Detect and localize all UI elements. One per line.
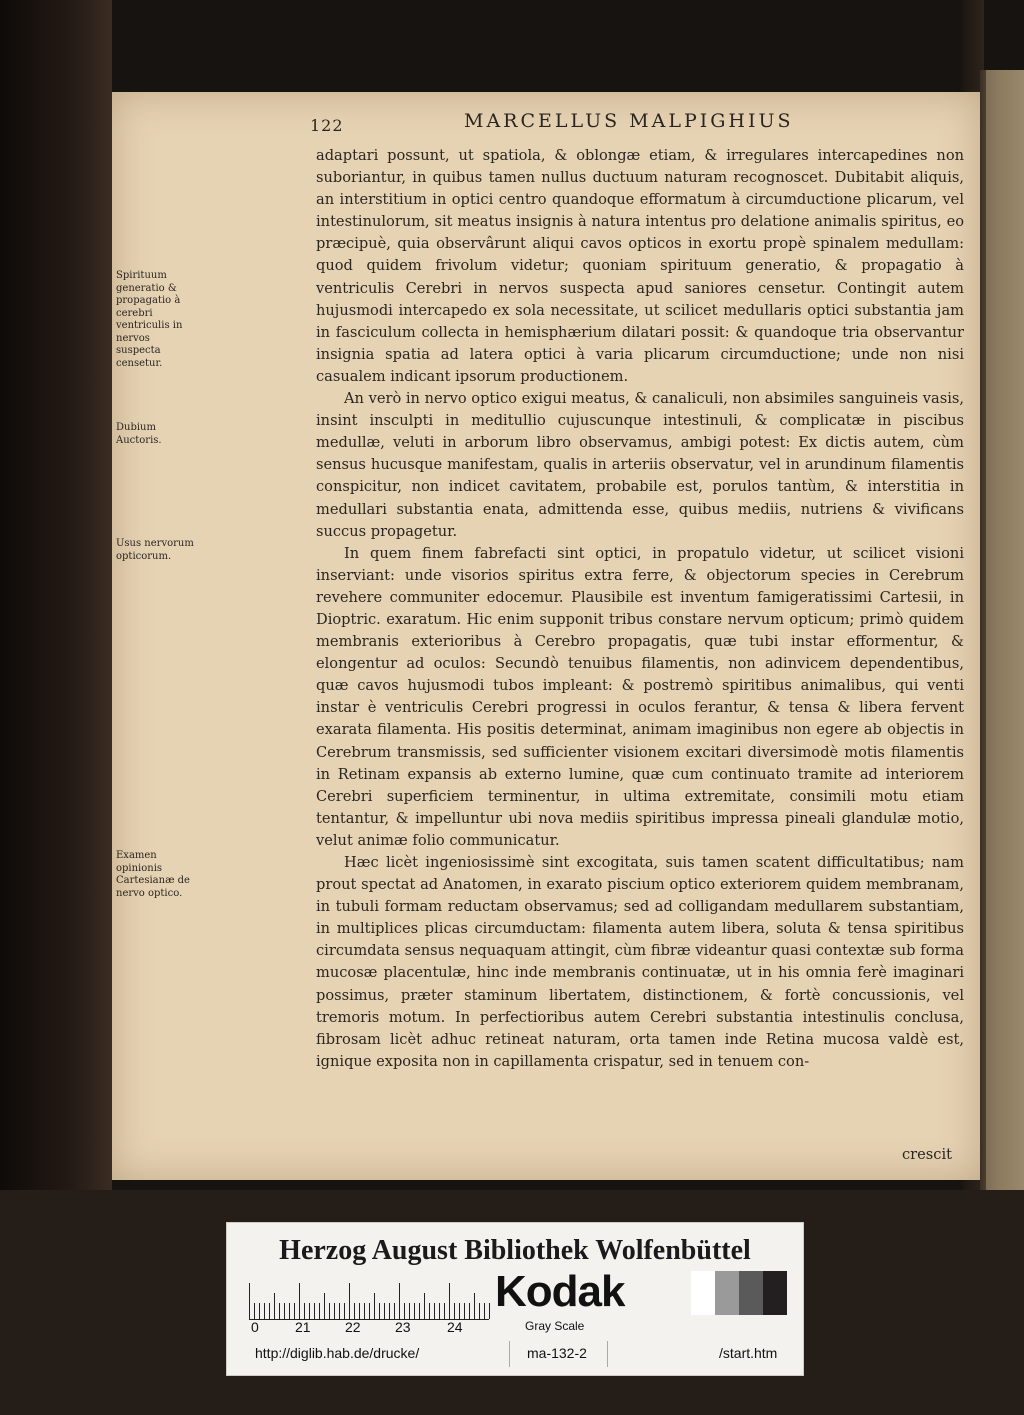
ruler-tick [304, 1303, 305, 1319]
gray-scale-swatches [691, 1271, 787, 1315]
ruler-tick [254, 1303, 255, 1319]
ruler-tick [324, 1293, 325, 1319]
ruler-tick [449, 1283, 450, 1319]
paragraph: An verò in nervo optico exigui meatus, & canaliculi, non absimiles sanguineis vasis, insint insculpti in meditullio cujuscunque intestinuli, & complicatæ in piscibus medullæ, veluti in arborum libro observamus, ambigi potest: Ex dictis autem, cùm sensus hucusque manifestam, qualis in arteriis observatur, vel in arundinum filamentis conspicitur, non indicet cavitatem, probabile est, porulos tantùm, & interstitia in medullari substantia enata, admittenda esse, quibus mediis, nutriens & vivificans succus propagetur. [316, 390, 964, 540]
ruler-number: 0 [251, 1319, 259, 1335]
ruler-tick [469, 1303, 470, 1319]
ruler-tick [404, 1303, 405, 1319]
ruler-tick [289, 1303, 290, 1319]
ruler-tick [314, 1303, 315, 1319]
ruler-tick [389, 1303, 390, 1319]
paragraph: Hæc licèt ingeniosissimè sint excogitata, suis tamen scatent difficultatibus; nam prout spectat ad Anatomen, in exarato piscium optico exteriorem quidem membranam, in tubuli formam reductam observamus; sed ad colligandam medullarem substantiam, in multiplices plicas circumductam: filamenta autem libera, soluta & tensa spiritibus circumdata sensus nequaquam attingit, cùm fibræ videantur quasi contextæ sub forma mucosæ placentulæ, hinc inde membranis continuatæ, ut in his omnia ferè imaginari possimus, præter staminum libertatem, distinctionem, & fortè concussionis, vel tremoris motum. In perfectioribus autem Cerebri substantia intestinulis conclusa, fibrosam licèt adhuc retineat naturam, orta tamen inde Retina mucosa valdè est, ignique exposita non in capillamenta crispatur, sed in tenuem con- [316, 854, 964, 1070]
ruler-tick [274, 1293, 275, 1319]
marginal-note: Usus nervorum opticorum. [116, 538, 194, 562]
ruler-tick [369, 1303, 370, 1319]
gray-scale-label: Gray Scale [525, 1319, 585, 1333]
ruler-tick [294, 1303, 295, 1319]
ruler-tick [339, 1303, 340, 1319]
ruler-tick [384, 1303, 385, 1319]
library-name: Herzog August Bibliothek Wolfenbüttel [279, 1235, 751, 1266]
running-head: MARCELLUS MALPIGHIUS [464, 110, 794, 132]
gray-swatch [691, 1271, 715, 1315]
page-number: 122 [310, 116, 344, 135]
gray-swatch [763, 1271, 787, 1315]
url-base: http://diglib.hab.de/drucke/ [255, 1345, 420, 1361]
marginal-note: Examen opinionis Cartesianæ de nervo optico. [116, 850, 190, 899]
book-page [112, 92, 980, 1180]
ruler-tick [269, 1303, 270, 1319]
url-row [227, 1345, 803, 1365]
ruler-tick [299, 1283, 300, 1319]
ruler-tick [444, 1303, 445, 1319]
ruler-tick [454, 1303, 455, 1319]
ruler-tick [394, 1303, 395, 1319]
kodak-logo: Kodak [495, 1267, 625, 1316]
ruler-tick [409, 1303, 410, 1319]
ruler-tick [284, 1303, 285, 1319]
ruler-tick [309, 1303, 310, 1319]
ruler-tick [319, 1303, 320, 1319]
ruler-tick [439, 1303, 440, 1319]
ruler-tick [334, 1303, 335, 1319]
ruler-tick [484, 1303, 485, 1319]
ruler-number: 23 [395, 1319, 411, 1335]
url-id: ma-132-2 [527, 1345, 587, 1361]
paragraph: adaptari possunt, ut spatiola, & oblongæ etiam, & irregulares intercapedines non suboriantur, in quibus tamen nullus ductuum naturam recognoscet. Dubitabit aliquis, an interstitium in optici centro quandoque efformatum à circumductione plicarum, vel intestinulorum, sit meatus insignis à natura intentus pro delatione animalis spiritus, eo præcipuè, quia observârunt aliqui cavos opticos in exortu propè spinalem medullam: quod quidem frivolum videtur; quoniam spirituum generatio, & propagatio à ventriculis Cerebri in nervos suspecta apud saniores censetur. Contingit autem hujusmodi intercapedo ex sola necessitate, ut scilicet medullaris optici substantia jam in fasciculum collecta in hemisphærium dilatari possit: & quandoque tria observantur insignia spatia ad latera optici à varia plicarum circumductione; unde non nisi casualem indicant ipsorum productionem. [316, 147, 964, 385]
marginal-note: Dubium Auctoris. [116, 422, 162, 446]
ruler-tick [399, 1283, 400, 1319]
ruler-tick [364, 1303, 365, 1319]
paragraph: In quem finem fabrefacti sint optici, in propatulo videtur, ut scilicet visioni inserviant: unde visorios spiritus extra ferre, & objectorum species in Cerebrum revehere communiter edocemur. Plausibile est inventum famigeratissimi Cartesii, in Dioptric. exaratum. Hic enim supponit tribus constare nervum opticum; primò quidem membranis exterioribus à Cerebro propagatis, quæ tubi instar efformentur, & elongentur ad oculos: Secundò tenuibus filamentis, non adinvicem dependentibus, quæ cavos hujusmodi tubos impleant: & postremò spiritibus animalibus, qui venti instar è ventriculis Cerebri progressi in oculos ferantur, & tensa & libera fervent exarata filamenta. His positis determinat, animam imaginibus non egere ab objectis in Cerebrum transmissis, sed sufficienter visionem excitari diversimodè motis filamentis in Retinam expansis ab externo lumine, quæ cum continuato tramite ad interiorem Cerebri superficiem terminentur, in ultima extremitate, consimili motu etiam tentantur, & impelluntur ubi nova mediis spiritibus impressa pineali glandulæ motio, velut animæ folio communicatur. [316, 544, 964, 849]
ruler-tick [349, 1283, 350, 1319]
ruler-tick [379, 1303, 380, 1319]
ruler-tick [474, 1293, 475, 1319]
ruler-tick [344, 1303, 345, 1319]
ruler-tick [489, 1303, 490, 1319]
ruler-tick [459, 1303, 460, 1319]
ruler-scale [249, 1279, 489, 1320]
url-suffix: /start.htm [719, 1345, 778, 1361]
gray-swatch [739, 1271, 763, 1315]
color-reference-card [226, 1222, 804, 1376]
ruler-tick [354, 1303, 355, 1319]
ruler-tick [259, 1303, 260, 1319]
marginal-note: Spirituum generatio & propagatio à cerebri ventriculis in nervos suspecta censetur. [116, 270, 183, 369]
catchword: crescit [902, 1146, 952, 1163]
ruler-tick [249, 1283, 250, 1319]
ruler-tick [414, 1303, 415, 1319]
ruler-tick [429, 1303, 430, 1319]
body-text [316, 145, 964, 1073]
facing-page-edge [986, 70, 1024, 1190]
ruler-number: 21 [295, 1319, 311, 1335]
ruler-number: 22 [345, 1319, 361, 1335]
gray-swatch [715, 1271, 739, 1315]
ruler-tick [419, 1303, 420, 1319]
ruler-tick [434, 1303, 435, 1319]
ruler-tick [479, 1303, 480, 1319]
scan-background-left [0, 0, 112, 1190]
ruler-numbers [243, 1319, 493, 1335]
ruler-number: 24 [447, 1319, 463, 1335]
ruler-tick [464, 1303, 465, 1319]
ruler-tick [329, 1303, 330, 1319]
ruler-tick [264, 1303, 265, 1319]
ruler-tick [424, 1293, 425, 1319]
ruler-tick [279, 1303, 280, 1319]
ruler-tick [374, 1293, 375, 1319]
ruler-tick [359, 1303, 360, 1319]
